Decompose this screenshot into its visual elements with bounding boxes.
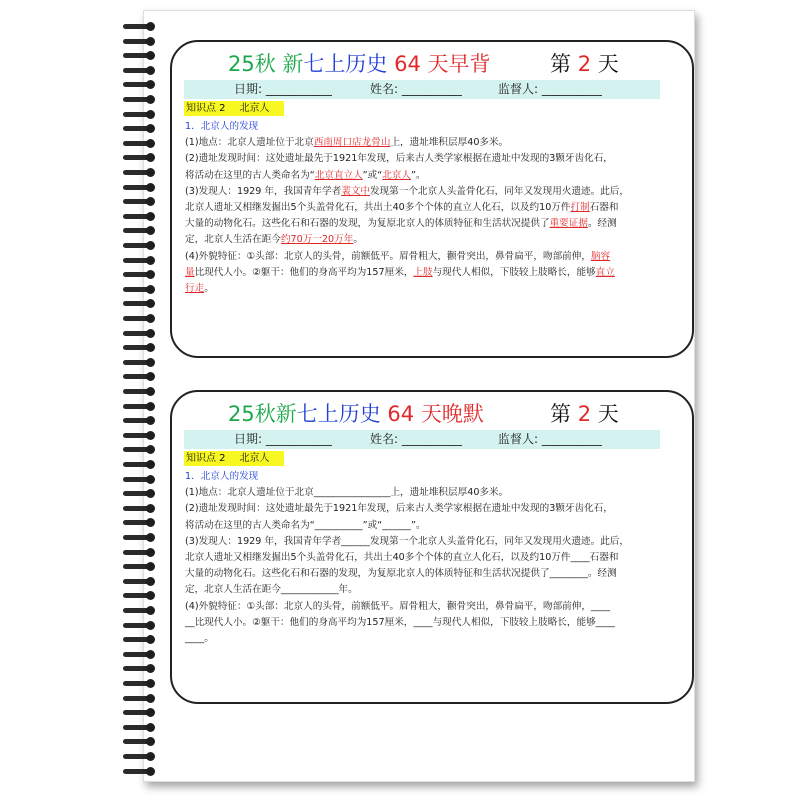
spiral-ring [123, 548, 161, 557]
title-course: 七上历史 [303, 52, 388, 76]
spiral-ring [123, 664, 161, 673]
text-line [185, 168, 665, 184]
spiral-ring [123, 694, 161, 703]
fill-blank-line[interactable]: 北京人遗址又相继发掘出5个头盖骨化石，共出土40多个个体的直立人化石，以及约10万件____石器和 [185, 552, 619, 564]
spiral-ring [123, 95, 161, 104]
kp-label: 知识点 2 [186, 103, 226, 114]
spiral-ring [123, 737, 161, 746]
spiral-ring [123, 606, 161, 615]
fill-blank-line[interactable]: 大量的动物化石。这些化石和石器的发现，为复原北京人的体质特征和生活状况提供了________。经测 [185, 568, 617, 580]
spiral-ring [123, 51, 161, 60]
text: 。经测 [587, 218, 617, 230]
spiral-ring [123, 475, 161, 484]
text-line [185, 216, 665, 232]
supervisor-field[interactable]: 监督人: __________ [498, 82, 602, 96]
spiral-ring [123, 650, 161, 659]
info-bar [184, 430, 660, 449]
day-number: 2 [577, 402, 592, 426]
kp-topic: 北京人 [239, 103, 270, 114]
text: 将活动在这里的古人类命名为“ [185, 169, 315, 181]
answer: 北京人 [382, 169, 411, 181]
spiral-ring [123, 80, 161, 89]
supervisor-field[interactable]: 监督人: __________ [498, 432, 602, 446]
content-body [185, 119, 665, 297]
text: 北京人遗址又相继发掘出5个头盖骨化石，共出土40多个个体的直立人化石，以及约10万件 [185, 202, 571, 214]
text: 大量的动物化石。这些化石和石器的发现，为复原北京人的体质特征和生活状况提供了 [185, 218, 550, 230]
answer: 重要证据 [549, 218, 588, 230]
answer: 行走 [185, 283, 205, 295]
text: 比现代人小。②躯干：他们的身高平均为157厘米， [194, 266, 414, 278]
fill-blank-line[interactable]: (3)发现人：1929 年，我国青年学者______发现第一个北京人头盖骨化石，同年又发现用火遗迹。此后， [185, 535, 629, 547]
spiral-ring [123, 270, 161, 279]
text-line: (2)遗址发现时间：这处遗址最先于1921年发现，后来古人类学家根据在遗址中发现的3颗牙齿化石， [185, 153, 613, 165]
spiral-ring [123, 577, 161, 586]
spiral-ring [123, 212, 161, 221]
morning-recite-card [170, 40, 694, 358]
date-field[interactable]: 日期: ___________ [234, 82, 332, 96]
card-title [172, 48, 692, 82]
text: 石器和 [589, 202, 619, 214]
day-suffix: 天 [597, 402, 619, 426]
spiral-binding [123, 22, 163, 782]
spiral-ring [123, 153, 161, 162]
spiral-ring [123, 285, 161, 294]
title-plan: 64 天早背 [394, 52, 491, 76]
day-number: 2 [577, 52, 592, 76]
answer: 西南周口店龙骨山 [313, 137, 391, 149]
spiral-ring [123, 343, 161, 352]
fill-blank-line[interactable]: ____。 [185, 633, 214, 645]
text: 发现第一个北京人头盖骨化石，同年又发现用火遗迹。此后， [369, 185, 629, 197]
text: 与现代人相似，下肢较上肢略长，能够 [432, 266, 596, 278]
text-line [185, 281, 665, 297]
spiral-ring [123, 431, 161, 440]
text: 上，遗址堆积层厚40多米。 [390, 137, 509, 149]
answer: 北京直立人 [314, 169, 363, 181]
title-season: 25秋 [228, 402, 276, 426]
spiral-ring [123, 256, 161, 265]
text: 定，北京人生活在距今 [185, 234, 281, 246]
kp-label: 知识点 2 [186, 453, 226, 464]
title-course: 七上历史 [296, 402, 381, 426]
text: (3)发现人：1929 年，我国青年学者 [185, 185, 342, 197]
answer: 量 [185, 266, 195, 278]
spiral-ring [123, 489, 161, 498]
spiral-ring [123, 767, 161, 776]
title-season: 25秋 [228, 52, 276, 76]
spiral-ring [123, 518, 161, 527]
title-plan: 64 天晚默 [387, 402, 484, 426]
spiral-ring [123, 241, 161, 250]
title-new: 新 [275, 402, 297, 426]
spiral-ring [123, 752, 161, 761]
title-new: 新 [282, 52, 304, 76]
spiral-ring [123, 66, 161, 75]
answer: 上肢 [413, 266, 433, 278]
spiral-ring [123, 504, 161, 513]
fill-blank-line[interactable]: __比现代人小。②躯干：他们的身高平均为157厘米，____与现代人相似，下肢较上肢略长，能够____ [185, 616, 615, 628]
spiral-ring [123, 708, 161, 717]
text-line [185, 265, 665, 281]
text: (4)外貌特征：①头部：北京人的头骨，前额低平。眉骨粗大，颧骨突出，鼻骨扁平，吻部前伸， [185, 250, 591, 262]
info-bar [184, 80, 660, 99]
fill-blank-line: (2)遗址发现时间：这处遗址最先于1921年发现，后来古人类学家根据在遗址中发现的3颗牙齿化石， [185, 503, 613, 515]
text: 。 [204, 283, 214, 295]
spiral-ring [123, 621, 161, 630]
spiral-ring [123, 562, 161, 571]
spiral-ring [123, 402, 161, 411]
spiral-ring [123, 183, 161, 192]
answer: 打制 [570, 202, 590, 214]
spiral-ring [123, 139, 161, 148]
fill-blank-line[interactable]: (1)地点：北京人遗址位于北京________________上，遗址堆积层厚40多米。 [185, 487, 509, 499]
spiral-ring [123, 358, 161, 367]
spiral-ring [123, 124, 161, 133]
text: (1)地点：北京人遗址位于北京 [185, 137, 314, 149]
content-body [185, 469, 665, 647]
text-line [185, 184, 665, 200]
section-heading: 1．北京人的发现 [185, 471, 259, 482]
name-field[interactable]: 姓名: __________ [370, 432, 462, 446]
card-title [172, 398, 692, 432]
day-prefix: 第 [550, 52, 571, 76]
spiral-ring [123, 168, 161, 177]
spiral-ring [123, 37, 161, 46]
fill-blank-line[interactable]: (4)外貌特征：①头部：北京人的头骨，前额低平。眉骨粗大，颧骨突出，鼻骨扁平，吻部前伸，____ [185, 600, 611, 612]
spiral-ring [123, 372, 161, 381]
spiral-ring [123, 329, 161, 338]
spiral-ring [123, 22, 161, 31]
spiral-ring [123, 299, 161, 308]
spiral-ring [123, 416, 161, 425]
spiral-ring [123, 679, 161, 688]
spiral-ring [123, 445, 161, 454]
knowledge-point-badge [184, 451, 284, 466]
day-suffix: 天 [597, 52, 619, 76]
evening-dictation-card [170, 390, 694, 704]
knowledge-point-badge [184, 101, 284, 116]
text: ”或“ [362, 169, 383, 181]
spiral-ring [123, 460, 161, 469]
fill-blank-line[interactable]: 将活动在这里的古人类命名为“__________”或“______”。 [185, 519, 426, 531]
name-field[interactable]: 姓名: __________ [370, 82, 462, 96]
answer: 裴文中 [341, 185, 370, 197]
spiral-ring [123, 591, 161, 600]
spiral-ring [123, 387, 161, 396]
answer: 直立 [595, 266, 615, 278]
text-line [185, 249, 665, 265]
spiral-ring [123, 635, 161, 644]
answer: 脑容 [590, 250, 611, 262]
day-prefix: 第 [550, 402, 571, 426]
date-field[interactable]: 日期: ___________ [234, 432, 332, 446]
spiral-ring [123, 226, 161, 235]
section-heading: 1．北京人的发现 [185, 121, 259, 132]
spiral-ring [123, 314, 161, 323]
text-line [185, 232, 665, 248]
text: ”。 [411, 169, 426, 181]
text-line [185, 135, 665, 151]
text-line [185, 200, 665, 216]
spiral-ring [123, 197, 161, 206]
fill-blank-line[interactable]: 定，北京人生活在距今____________年。 [185, 584, 358, 596]
text: 。 [353, 234, 363, 246]
spiral-ring [123, 110, 161, 119]
kp-topic: 北京人 [239, 453, 270, 464]
answer: 约70万一20万年 [280, 234, 354, 246]
spiral-ring [123, 533, 161, 542]
spiral-ring [123, 723, 161, 732]
